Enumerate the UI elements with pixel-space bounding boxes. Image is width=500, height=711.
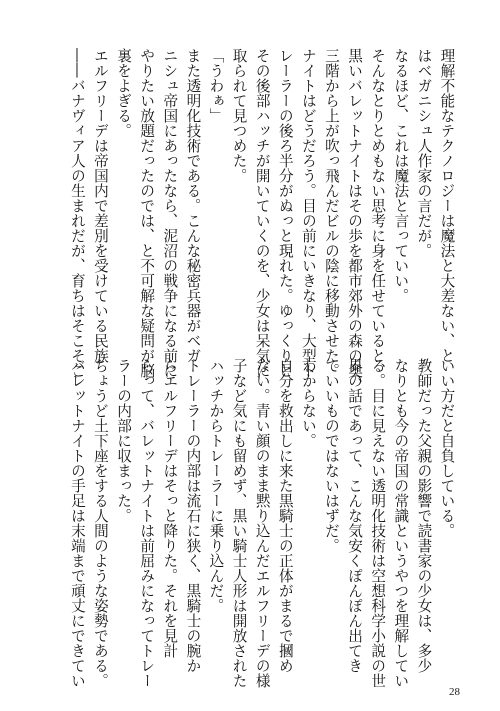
text-line: わからない。 xyxy=(299,358,317,448)
text-line: バレットナイトの手足は末端まで頑丈にできてい xyxy=(68,358,86,688)
text-line: 教師だった父親の影響で読書家の少女は、多少 xyxy=(415,358,433,673)
text-line: 三階から上が吹っ飛んだビルの陰に移動させた。 xyxy=(322,48,340,378)
text-line: 自分を救出しに来た黒騎士の正体がまるで摑め xyxy=(276,358,294,673)
text-line: また透明化技術である。こんな秘密兵器がベガ xyxy=(184,48,202,363)
text-line: はベガニシュ人作家の言だが。 xyxy=(415,48,433,258)
text-line: る。目に見えない透明化技術は空想科学小説の世 xyxy=(369,358,387,688)
text-line: ナイトはどうだろう。目の前にいきなり、大型ト xyxy=(299,48,317,378)
text-line: 理解不能なテクノロジーは魔法と大差ない、と xyxy=(438,48,456,363)
text-line: ちょうど土下座をする人間のような姿勢である。 xyxy=(91,358,109,688)
text-line: エルフリーデは帝国内で差別を受けている民族 xyxy=(91,48,109,363)
text-line: なるほど、これは魔法と言っていい。 xyxy=(392,48,410,303)
text-line: ない。青い顔のまま黙り込んだエルフリーデの様 xyxy=(253,358,271,688)
text-line: 「うわぁ」 xyxy=(207,48,225,123)
text-line: ていいものではないはずだ。 xyxy=(322,358,340,553)
text-line: その後部ハッチが開いていくのを、少女は呆気に xyxy=(253,48,271,378)
text-line: なりとも今の帝国の常識というやつを理解してい xyxy=(392,358,410,688)
text-line: らって、バレットナイトは前屈みになってトレー xyxy=(138,358,156,688)
text-line: ハッチからトレーラーに乗り込んだ。 xyxy=(207,358,225,613)
text-line: 子など気にも留めず、黒い騎士人形は開放された xyxy=(230,358,248,688)
text-line: 界の話であって、こんな気安くぽんぽん出てき xyxy=(346,358,364,673)
text-line: 黒いバレットナイトはその歩を都市郊外の森の奥、 xyxy=(346,48,364,393)
text-line: レーラーの後ろ半分がぬっと現れた。ゆっくりと xyxy=(276,48,294,378)
text-line: 裏をよぎる。 xyxy=(115,48,133,138)
text-line: トレーラーの内部は流石に狭く、黒騎士の腕か xyxy=(184,358,202,673)
text-line: やりたい放題だったのでは、と不可解な疑問が脳 xyxy=(138,48,156,378)
text-line: ニシュ帝国にあったなら、泥沼の戦争になる前に xyxy=(161,48,179,378)
text-line: ラーの内部に収まった。 xyxy=(115,358,133,523)
text-line: ――バナヴィア人の生まれだが、育ちはそこそこ xyxy=(68,48,86,378)
text-line: 取られて見つめた。 xyxy=(230,48,248,183)
text-line: らエルフリーデはそっと降りた。それを見計 xyxy=(161,358,179,658)
text-line: いい方だと自負している。 xyxy=(438,358,456,538)
page-number: 28 xyxy=(449,686,460,698)
text-line: そんなとりとめもない思考に身を任せていると、 xyxy=(369,48,387,378)
